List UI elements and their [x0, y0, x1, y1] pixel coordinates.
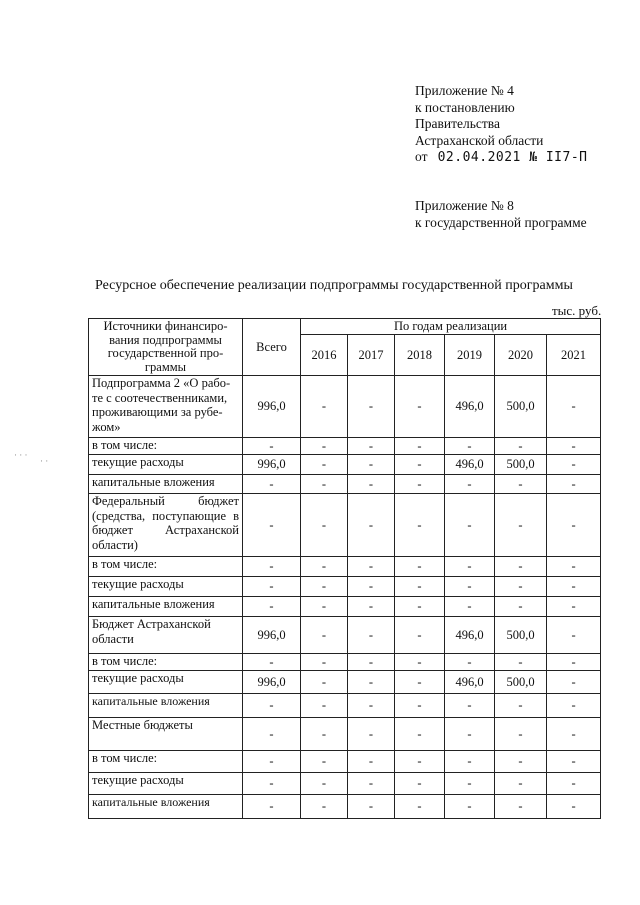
cell-total: -: [243, 773, 301, 795]
header-year: 2017: [348, 334, 395, 376]
cell-value: -: [301, 577, 348, 597]
header-year: 2020: [495, 334, 547, 376]
table-row: [89, 718, 601, 751]
cell-value: -: [348, 577, 395, 597]
cell-value: -: [547, 494, 601, 557]
cell-value: -: [301, 795, 348, 819]
cell-value: -: [301, 475, 348, 494]
cell-value: -: [495, 795, 547, 819]
cell-value: -: [301, 751, 348, 773]
header-year: 2018: [395, 334, 445, 376]
cell-value: -: [547, 597, 601, 617]
cell-value: -: [348, 671, 395, 694]
row-label: капитальные вложения: [89, 597, 243, 617]
cell-value: -: [395, 577, 445, 597]
cell-value: -: [495, 751, 547, 773]
row-label: капитальные вложения: [89, 795, 243, 819]
document-title: Ресурсное обеспечение реализации подпрограммы государственной программы: [95, 278, 573, 293]
cell-value: -: [495, 475, 547, 494]
appendix-8-title: Приложение № 8: [415, 198, 514, 213]
row-label: в том числе:: [89, 751, 243, 773]
row-label: Подпрограмма 2 «О рабо-те с соотечественниками, проживающими за рубе-жом»: [89, 376, 243, 438]
cell-value: -: [301, 455, 348, 475]
cell-value: -: [395, 795, 445, 819]
table-row: [89, 438, 601, 455]
cell-value: -: [395, 654, 445, 671]
cell-value: -: [547, 475, 601, 494]
cell-value: -: [395, 494, 445, 557]
header-sources: Источники финансиро-вания подпрограммы государственной про-граммы: [89, 319, 243, 376]
cell-total: 996,0: [243, 376, 301, 438]
table-row: [89, 671, 601, 694]
cell-value: -: [445, 597, 495, 617]
cell-value: -: [395, 773, 445, 795]
row-label: капитальные вложения: [89, 475, 243, 494]
cell-value: -: [395, 376, 445, 438]
row-label: Федеральный бюджет (средства, поступающие в бюджет Астраханской области): [89, 494, 243, 557]
cell-value: 500,0: [495, 376, 547, 438]
cell-value: -: [445, 438, 495, 455]
header-year: 2021: [547, 334, 601, 376]
cell-value: -: [445, 557, 495, 577]
cell-value: -: [301, 597, 348, 617]
cell-total: -: [243, 494, 301, 557]
cell-value: -: [395, 617, 445, 654]
cell-value: -: [445, 795, 495, 819]
cell-value: -: [547, 577, 601, 597]
cell-value: -: [348, 773, 395, 795]
header-year: 2019: [445, 334, 495, 376]
cell-value: -: [495, 654, 547, 671]
cell-value: -: [395, 438, 445, 455]
cell-value: -: [301, 773, 348, 795]
cell-value: -: [445, 577, 495, 597]
cell-total: -: [243, 597, 301, 617]
table-row: [89, 455, 601, 475]
cell-value: -: [348, 597, 395, 617]
cell-value: -: [445, 494, 495, 557]
cell-value: -: [348, 376, 395, 438]
row-label: текущие расходы: [89, 773, 243, 795]
table-row: [89, 751, 601, 773]
cell-total: -: [243, 577, 301, 597]
table-row: [89, 577, 601, 597]
row-label: капитальные вложения: [89, 694, 243, 718]
cell-value: 500,0: [495, 671, 547, 694]
appendix-8-block: [415, 198, 587, 231]
appendix-4-line-4: Астраханской области: [415, 132, 544, 148]
table-row: [89, 557, 601, 577]
table-row: [89, 494, 601, 557]
table-row: [89, 475, 601, 494]
cell-value: -: [301, 438, 348, 455]
appendix-8-line-2: к государственной программе: [415, 214, 587, 230]
cell-value: -: [445, 475, 495, 494]
units-label: тыс. руб.: [552, 303, 602, 318]
cell-total: -: [243, 694, 301, 718]
table-row: [89, 654, 601, 671]
cell-value: -: [547, 438, 601, 455]
cell-value: -: [348, 475, 395, 494]
appendix-4-title: Приложение № 4: [415, 83, 514, 98]
table-row: [89, 376, 601, 438]
cell-value: -: [445, 718, 495, 751]
cell-value: -: [495, 773, 547, 795]
cell-value: -: [547, 773, 601, 795]
cell-value: -: [547, 694, 601, 718]
scan-speck: · · ·: [14, 450, 28, 460]
row-label: в том числе:: [89, 557, 243, 577]
header-total: Всего: [243, 319, 301, 376]
cell-value: -: [547, 795, 601, 819]
cell-value: -: [348, 751, 395, 773]
table-row: [89, 694, 601, 718]
appendix-4-line-2: к постановлению: [415, 99, 515, 115]
cell-value: -: [395, 671, 445, 694]
table-row: [89, 597, 601, 617]
cell-value: -: [495, 718, 547, 751]
cell-total: -: [243, 718, 301, 751]
cell-total: 996,0: [243, 617, 301, 654]
cell-value: -: [547, 455, 601, 475]
cell-value: -: [348, 654, 395, 671]
cell-value: -: [445, 654, 495, 671]
cell-value: -: [547, 718, 601, 751]
cell-value: -: [495, 557, 547, 577]
cell-value: -: [547, 654, 601, 671]
date-prefix: от: [415, 149, 428, 164]
cell-value: -: [495, 597, 547, 617]
cell-total: -: [243, 751, 301, 773]
cell-value: -: [445, 773, 495, 795]
cell-value: -: [395, 455, 445, 475]
cell-value: 500,0: [495, 617, 547, 654]
cell-value: -: [301, 376, 348, 438]
cell-value: 496,0: [445, 376, 495, 438]
cell-value: -: [301, 694, 348, 718]
cell-value: -: [348, 617, 395, 654]
cell-value: -: [395, 751, 445, 773]
resource-table: [88, 318, 601, 819]
cell-total: -: [243, 795, 301, 819]
cell-value: -: [348, 718, 395, 751]
row-label: в том числе:: [89, 654, 243, 671]
cell-value: -: [301, 671, 348, 694]
row-label: Бюджет Астраханской области: [89, 617, 243, 654]
cell-value: -: [348, 455, 395, 475]
appendix-4-line-3: Правительства: [415, 116, 500, 131]
cell-value: -: [348, 795, 395, 819]
cell-value: -: [547, 376, 601, 438]
cell-value: -: [445, 751, 495, 773]
table-row: [89, 773, 601, 795]
cell-value: 496,0: [445, 671, 495, 694]
table-row: [89, 795, 601, 819]
row-label: Местные бюджеты: [89, 718, 243, 751]
cell-total: 996,0: [243, 671, 301, 694]
header-year: 2016: [301, 334, 348, 376]
cell-value: -: [395, 475, 445, 494]
cell-value: -: [301, 494, 348, 557]
cell-value: -: [301, 557, 348, 577]
cell-value: -: [547, 557, 601, 577]
cell-total: -: [243, 654, 301, 671]
cell-value: -: [395, 597, 445, 617]
cell-value: -: [495, 438, 547, 455]
cell-total: 996,0: [243, 455, 301, 475]
cell-value: -: [495, 577, 547, 597]
cell-value: -: [395, 557, 445, 577]
row-label: текущие расходы: [89, 671, 243, 694]
cell-value: -: [547, 671, 601, 694]
cell-value: -: [301, 617, 348, 654]
appendix-4-block: [415, 83, 588, 167]
cell-value: -: [348, 557, 395, 577]
row-label: текущие расходы: [89, 455, 243, 475]
row-label: текущие расходы: [89, 577, 243, 597]
cell-value: -: [348, 494, 395, 557]
cell-value: -: [301, 654, 348, 671]
cell-value: -: [395, 718, 445, 751]
cell-value: -: [547, 751, 601, 773]
cell-total: -: [243, 475, 301, 494]
appendix-4-date-line: [415, 149, 588, 167]
cell-value: -: [495, 494, 547, 557]
cell-value: -: [348, 438, 395, 455]
header-by-years: По годам реализации: [301, 319, 601, 335]
cell-total: -: [243, 557, 301, 577]
cell-value: -: [495, 694, 547, 718]
cell-value: 496,0: [445, 455, 495, 475]
cell-value: 496,0: [445, 617, 495, 654]
cell-value: 500,0: [495, 455, 547, 475]
cell-value: -: [301, 718, 348, 751]
row-label: в том числе:: [89, 438, 243, 455]
cell-total: -: [243, 438, 301, 455]
cell-value: -: [547, 617, 601, 654]
cell-value: -: [348, 694, 395, 718]
cell-value: -: [445, 694, 495, 718]
cell-value: -: [395, 694, 445, 718]
table-row: [89, 617, 601, 654]
resolution-date-number: 02.04.2021 № II7-П: [437, 150, 588, 165]
scan-speck: · ·: [40, 456, 49, 466]
